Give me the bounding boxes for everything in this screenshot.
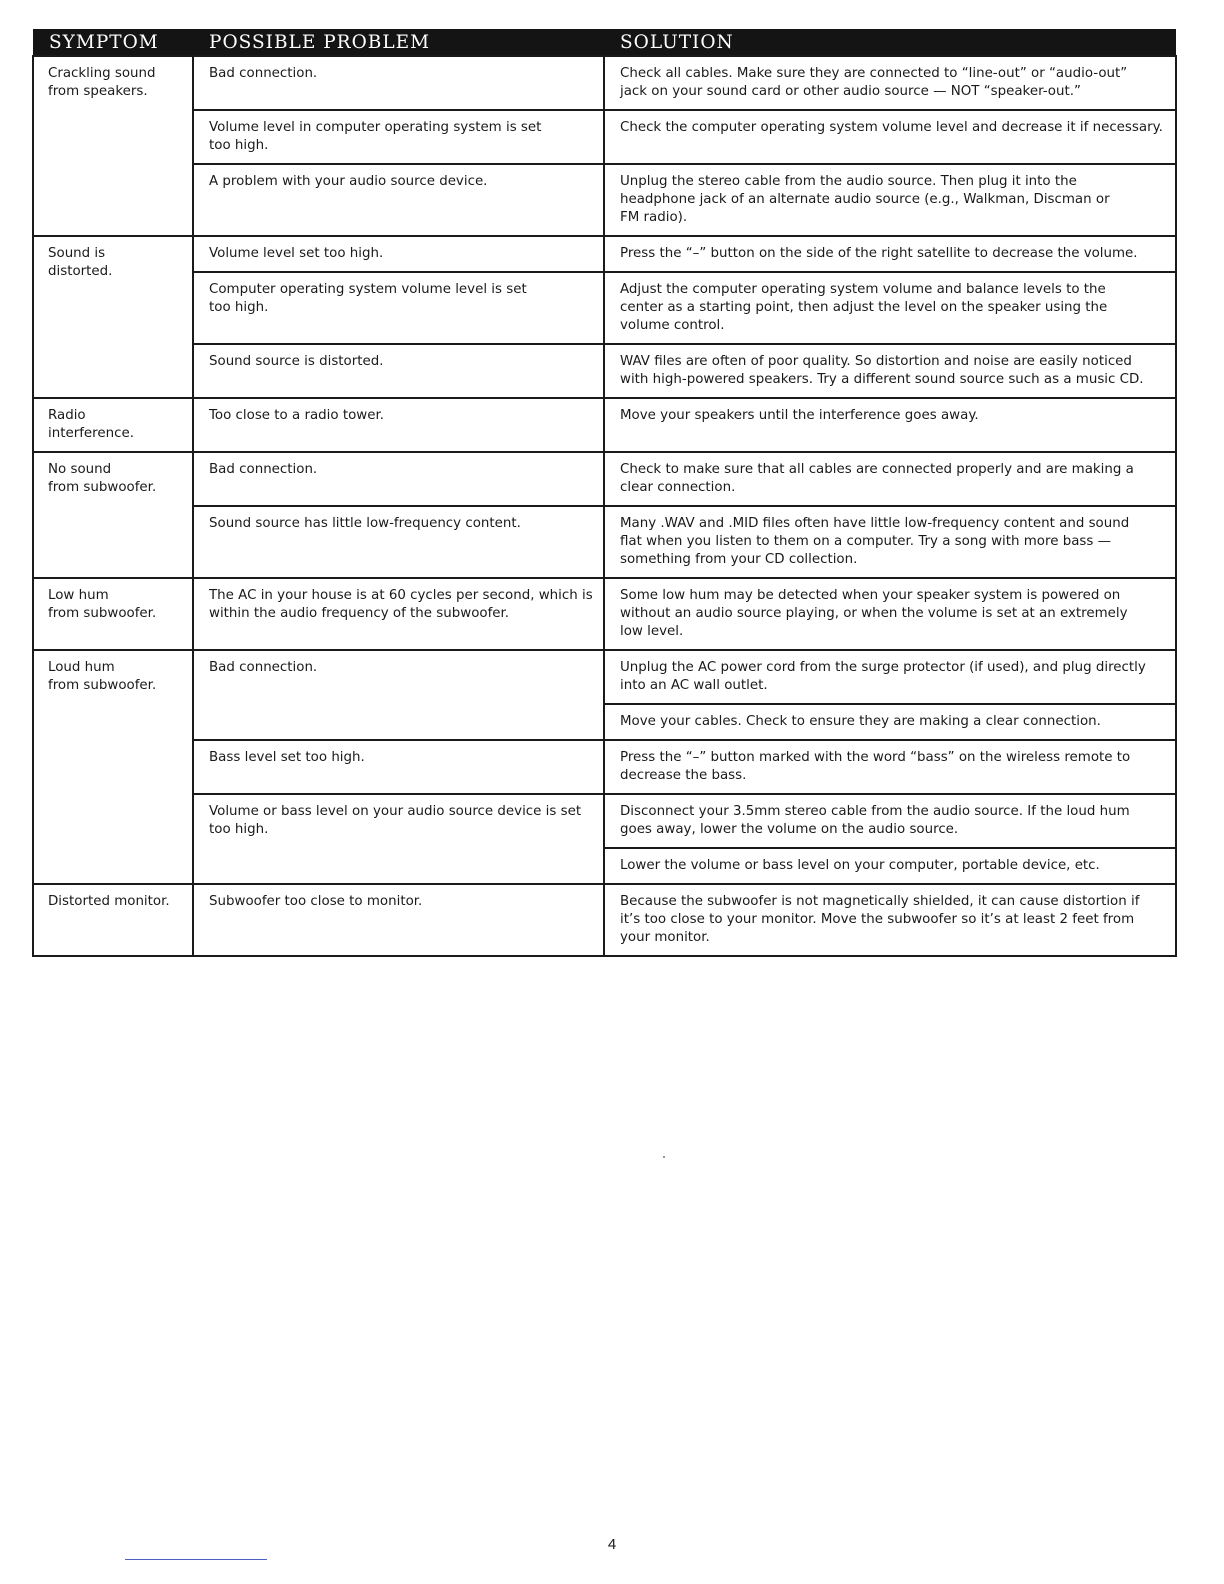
solution-cell (604, 848, 1176, 884)
symptom-cell (33, 398, 193, 452)
symptom-cell (33, 56, 193, 236)
solution-cell (604, 344, 1176, 398)
solution-cell (604, 740, 1176, 794)
solution-text: Disconnect your 3.5mm stereo cable from the audio source. If the loud hum goes away, lower the volume on the audio source. (620, 804, 1130, 837)
problem-cell (193, 344, 604, 398)
footer-rule (125, 1559, 267, 1560)
solution-cell (604, 650, 1176, 704)
solution-text: Move your speakers until the interference goes away. (620, 408, 979, 423)
symptom-text: No sound from subwoofer. (48, 462, 157, 495)
problem-cell (193, 110, 604, 164)
problem-text: Volume or bass level on your audio source device is set too high. (209, 804, 582, 837)
problem-cell (193, 236, 604, 272)
solution-text: Check all cables. Make sure they are connected to “line-out” or “audio-out” jack on your sound card or other audio source — NOT “speaker-out.” (620, 66, 1128, 99)
problem-text: Bad connection. (209, 462, 318, 477)
solution-text: Many .WAV and .MID files often have little low-frequency content and sound flat when you listen to them on a computer. Try a song with more bass — something from your CD collection. (620, 516, 1130, 567)
table-row (33, 164, 1176, 236)
problem-cell (193, 56, 604, 110)
problem-cell (193, 794, 604, 884)
solution-text: Lower the volume or bass level on your computer, portable device, etc. (620, 858, 1100, 873)
problem-text: Bad connection. (209, 660, 318, 675)
symptom-text: Sound is distorted. (48, 246, 113, 279)
symptom-text: Distorted monitor. (48, 894, 170, 909)
problem-text: Computer operating system volume level is set too high. (209, 282, 527, 315)
table-row (33, 272, 1176, 344)
table-row (33, 236, 1176, 272)
solution-cell (604, 398, 1176, 452)
problem-text: Subwoofer too close to monitor. (209, 894, 423, 909)
problem-text: Volume level in computer operating system is set too high. (209, 120, 542, 153)
solution-cell (604, 236, 1176, 272)
solution-text: Because the subwoofer is not magnetically shielded, it can cause distortion if it’s too close to your monitor. Move the subwoofer so it’s at least 2 feet from your monitor. (620, 894, 1140, 945)
solution-text: WAV files are often of poor quality. So distortion and noise are easily noticed with high-powered speakers. Try a different sound source such as a music CD. (620, 354, 1144, 387)
symptom-text: Radio interference. (48, 408, 134, 441)
problem-text: Bass level set too high. (209, 750, 365, 765)
troubleshooting-table (32, 29, 1177, 957)
solution-cell (604, 506, 1176, 578)
problem-cell (193, 506, 604, 578)
problem-cell (193, 398, 604, 452)
table-row (33, 398, 1176, 452)
symptom-text: Loud hum from subwoofer. (48, 660, 157, 693)
problem-text: Volume level set too high. (209, 246, 384, 261)
table-row (33, 344, 1176, 398)
table-row (33, 506, 1176, 578)
solution-cell (604, 164, 1176, 236)
header-solution: SOLUTION (604, 29, 1176, 56)
problem-cell (193, 452, 604, 506)
table-body (33, 56, 1176, 956)
symptom-cell (33, 452, 193, 578)
table-row (33, 578, 1176, 650)
solution-cell (604, 704, 1176, 740)
table-row (33, 740, 1176, 794)
solution-text: Check to make sure that all cables are connected properly and are making a clear connection. (620, 462, 1134, 495)
table-row (33, 56, 1176, 110)
header-possible-problem: POSSIBLE PROBLEM (193, 29, 604, 56)
symptom-cell (33, 236, 193, 398)
symptom-cell (33, 650, 193, 884)
header-symptom: SYMPTOM (33, 29, 193, 56)
symptom-text: Low hum from subwoofer. (48, 588, 157, 621)
problem-cell (193, 650, 604, 740)
table-header-row (33, 29, 1176, 56)
scan-speck (663, 1156, 665, 1158)
solution-text: Move your cables. Check to ensure they are making a clear connection. (620, 714, 1101, 729)
table-row (33, 884, 1176, 956)
solution-text: Adjust the computer operating system volume and balance levels to the center as a starting point, then adjust the level on the speaker using the volume control. (620, 282, 1108, 333)
problem-cell (193, 272, 604, 344)
table-row (33, 650, 1176, 704)
problem-cell (193, 740, 604, 794)
problem-cell (193, 164, 604, 236)
solution-text: Some low hum may be detected when your speaker system is powered on without an audio source playing, or when the volume is set at an extremely low level. (620, 588, 1128, 639)
problem-text: The AC in your house is at 60 cycles per second, which is within the audio frequency of the subwoofer. (209, 588, 593, 621)
table-row (33, 452, 1176, 506)
table-row (33, 794, 1176, 848)
problem-text: Bad connection. (209, 66, 318, 81)
problem-cell (193, 884, 604, 956)
solution-text: Press the “–” button marked with the word “bass” on the wireless remote to decrease the bass. (620, 750, 1131, 783)
solution-cell (604, 110, 1176, 164)
solution-cell (604, 56, 1176, 110)
solution-cell (604, 272, 1176, 344)
solution-cell (604, 578, 1176, 650)
symptom-cell (33, 884, 193, 956)
problem-text: Sound source has little low-frequency content. (209, 516, 521, 531)
solution-text: Unplug the stereo cable from the audio source. Then plug it into the headphone jack of an alternate audio source (e.g., Walkman, Discman or FM radio). (620, 174, 1110, 225)
symptom-cell (33, 578, 193, 650)
page-number: 4 (607, 1536, 617, 1553)
problem-text: A problem with your audio source device. (209, 174, 488, 189)
solution-text: Press the “–” button on the side of the right satellite to decrease the volume. (620, 246, 1138, 261)
problem-text: Sound source is distorted. (209, 354, 384, 369)
solution-cell (604, 794, 1176, 848)
solution-cell (604, 452, 1176, 506)
problem-cell (193, 578, 604, 650)
solution-text: Check the computer operating system volume level and decrease it if necessary. (620, 120, 1163, 135)
symptom-text: Crackling sound from speakers. (48, 66, 156, 99)
problem-text: Too close to a radio tower. (209, 408, 384, 423)
table-row (33, 110, 1176, 164)
solution-text: Unplug the AC power cord from the surge protector (if used), and plug directly into an AC wall outlet. (620, 660, 1146, 693)
solution-cell (604, 884, 1176, 956)
